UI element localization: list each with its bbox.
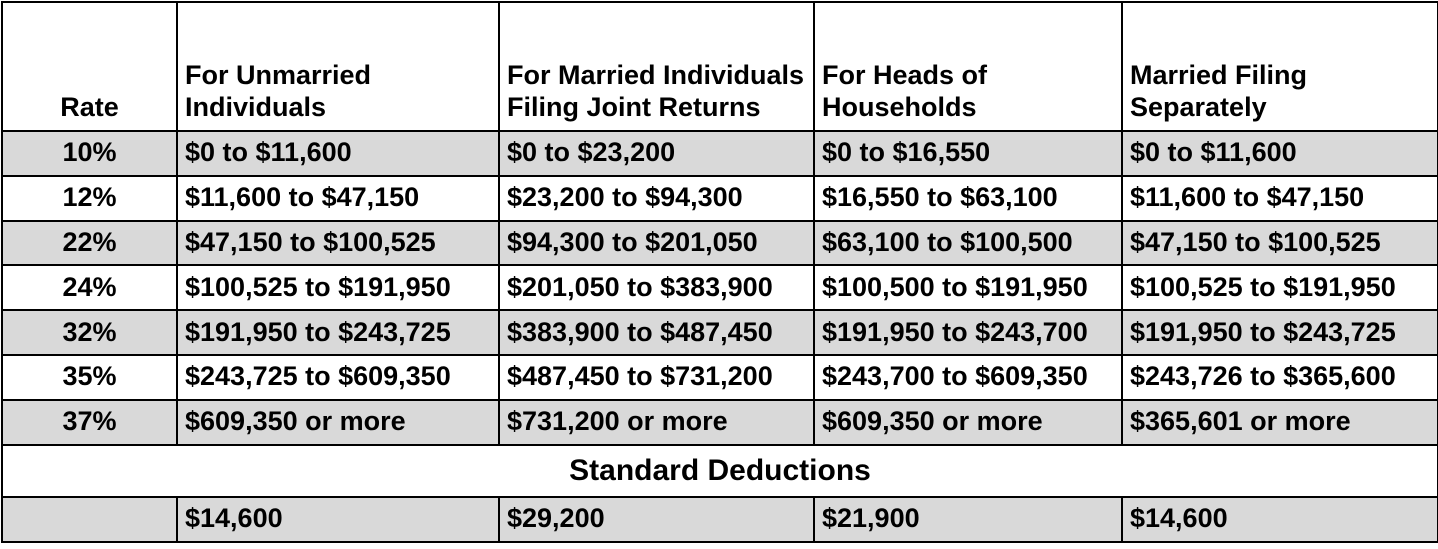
married-joint-cell: $383,900 to $487,450 [499,310,814,355]
heads-cell: $100,500 to $191,950 [814,265,1122,310]
header-married-joint: For Married Individuals Filing Joint Returns [499,2,814,131]
header-rate: Rate [2,2,177,131]
married-separate-cell: $0 to $11,600 [1122,131,1438,176]
heads-cell: $609,350 or more [814,400,1122,445]
standard-deductions-heading-row [2,445,1438,497]
rate-cell: 37% [2,400,177,445]
rate-cell: 22% [2,221,177,266]
header-married-separately: Married Filing Separately [1122,2,1438,131]
married-separate-cell: $47,150 to $100,525 [1122,221,1438,266]
married-separate-cell: $243,726 to $365,600 [1122,355,1438,400]
unmarried-cell: $11,600 to $47,150 [177,176,499,221]
header-heads-of-households: For Heads of Households [814,2,1122,131]
header-unmarried: For Unmarried Individuals [177,2,499,131]
unmarried-cell: $0 to $11,600 [177,131,499,176]
married-joint-cell: $201,050 to $383,900 [499,265,814,310]
table-row [2,265,1438,310]
married-separate-cell: $11,600 to $47,150 [1122,176,1438,221]
married-joint-cell: $94,300 to $201,050 [499,221,814,266]
rate-cell: 32% [2,310,177,355]
rate-cell: 10% [2,131,177,176]
table-row [2,131,1438,176]
deduction-heads-cell: $21,900 [814,497,1122,542]
married-separate-cell: $191,950 to $243,725 [1122,310,1438,355]
table-row [2,400,1438,445]
rate-cell: 12% [2,176,177,221]
unmarried-cell: $47,150 to $100,525 [177,221,499,266]
standard-deductions-title: Standard Deductions [2,445,1438,497]
unmarried-cell: $191,950 to $243,725 [177,310,499,355]
heads-cell: $243,700 to $609,350 [814,355,1122,400]
unmarried-cell: $609,350 or more [177,400,499,445]
rate-cell: 35% [2,355,177,400]
unmarried-cell: $243,725 to $609,350 [177,355,499,400]
married-joint-cell: $0 to $23,200 [499,131,814,176]
married-joint-cell: $23,200 to $94,300 [499,176,814,221]
deduction-married-joint-cell: $29,200 [499,497,814,542]
married-joint-cell: $731,200 or more [499,400,814,445]
heads-cell: $63,100 to $100,500 [814,221,1122,266]
table-row [2,355,1438,400]
deduction-married-separate-cell: $14,600 [1122,497,1438,542]
unmarried-cell: $100,525 to $191,950 [177,265,499,310]
empty-rate-cell [2,497,177,542]
standard-deductions-row [2,497,1438,542]
table-row [2,176,1438,221]
heads-cell: $16,550 to $63,100 [814,176,1122,221]
table-row [2,221,1438,266]
rate-cell: 24% [2,265,177,310]
married-separate-cell: $365,601 or more [1122,400,1438,445]
married-joint-cell: $487,450 to $731,200 [499,355,814,400]
tax-bracket-table [1,1,1438,543]
table-row [2,310,1438,355]
heads-cell: $191,950 to $243,700 [814,310,1122,355]
married-separate-cell: $100,525 to $191,950 [1122,265,1438,310]
deduction-unmarried-cell: $14,600 [177,497,499,542]
header-row [2,2,1438,131]
heads-cell: $0 to $16,550 [814,131,1122,176]
